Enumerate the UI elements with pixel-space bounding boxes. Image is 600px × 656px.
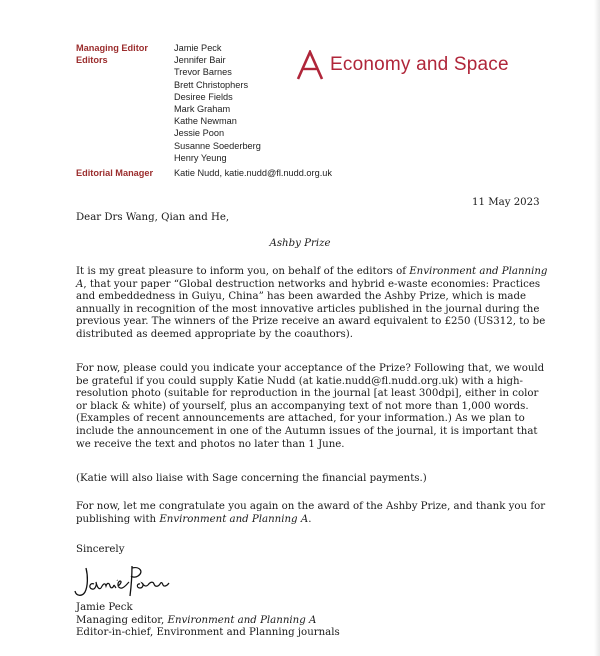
letter-a-logo-icon <box>296 50 324 80</box>
journal-name: Environment and Planning A <box>76 266 548 290</box>
paragraph-request: For now, please could you indicate your acceptance of the Prize? Following that, we would be grateful if you could supply Katie Nudd (at katie.nudd@fl.nudd.org.uk) with a high-resolution photo (suitable for reproduction in the journal [at least 300dpi], either in color or black & white) of yourself, plus an accompanying text of not more than 1,000 words. (Examples of recent announcements are attached, for your information.) As we plan to include the announcement in one of the Autumn issues of the journal, it is important that we receive the text and photos no later than 1 June. <box>76 363 545 450</box>
paragraph-award-text-b: , that your paper “Global destruction networks and hybrid e-waste economies: Practices and embeddedness in Guiyu, China” has been awarded the Ashby Prize, which is made annually in recognition of the most innovative articles published in the journal during the previous year. The winners of the Prize receive an award equivalent to £250 (US312, to be distributed as deemed appropriate by the coauthors). <box>76 278 546 340</box>
editor-name: Susanne Soederberg <box>174 140 261 151</box>
editors-row <box>76 54 261 164</box>
editor-name: Henry Yeung <box>174 152 227 163</box>
editor-name: Desiree Fields <box>174 91 233 102</box>
paragraph-award-text-a: It is my great pleasure to inform you, on behalf of the editors of <box>76 266 410 277</box>
editorial-manager-row <box>76 168 332 178</box>
paragraph-congratulations <box>76 501 548 526</box>
signature-block <box>76 602 340 640</box>
editorial-manager-label: Editorial Manager <box>76 168 154 178</box>
managing-editor-name: Jamie Peck <box>174 43 222 53</box>
masthead <box>76 42 261 164</box>
handwritten-signature <box>74 562 184 600</box>
managing-editor-row <box>76 42 261 54</box>
journal-logo <box>296 50 509 80</box>
editors-label: Editors <box>76 55 108 66</box>
editor-name: Jennifer Bair <box>174 55 226 66</box>
salutation: Dear Drs Wang, Qian and He, <box>76 212 230 223</box>
letter-date: 11 May 2023 <box>472 197 540 208</box>
editor-name: Brett Christophers <box>174 79 249 90</box>
paragraph-award <box>76 266 548 342</box>
letter-subject: Ashby Prize <box>269 238 331 249</box>
editor-name: Mark Graham <box>174 104 231 115</box>
editor-name: Kathe Newman <box>174 116 237 127</box>
paragraph-payments: (Katie will also liaise with Sage concerning the financial payments.) <box>76 473 427 484</box>
signer-title-prefix: Managing editor, <box>76 614 168 626</box>
paragraph-congratulations-text-b: . <box>308 513 312 525</box>
journal-logo-text: Economy and Space <box>330 54 509 75</box>
editor-name: Trevor Barnes <box>174 67 232 78</box>
managing-editor-label: Managing Editor <box>76 43 148 53</box>
paragraph-congratulations-text-a: For now, let me congratulate you again on the award of the Ashby Prize, and thank you for publishing with <box>76 501 546 525</box>
journal-name: Environment and Planning A <box>167 614 317 626</box>
editors-list <box>174 54 261 164</box>
closing: Sincerely <box>76 544 125 555</box>
editor-name: Jessie Poon <box>174 128 225 139</box>
editorial-manager-contact: Katie Nudd, katie.nudd@fl.nudd.org.uk <box>174 168 332 178</box>
signer-title-managing-editor <box>76 615 340 628</box>
signer-name: Jamie Peck <box>76 602 133 613</box>
page-edge-shadow <box>594 0 600 656</box>
signer-title-editor-in-chief: Editor-in-chief, Environment and Planning journals <box>76 627 340 639</box>
journal-name: Environment and Planning A <box>159 513 309 525</box>
